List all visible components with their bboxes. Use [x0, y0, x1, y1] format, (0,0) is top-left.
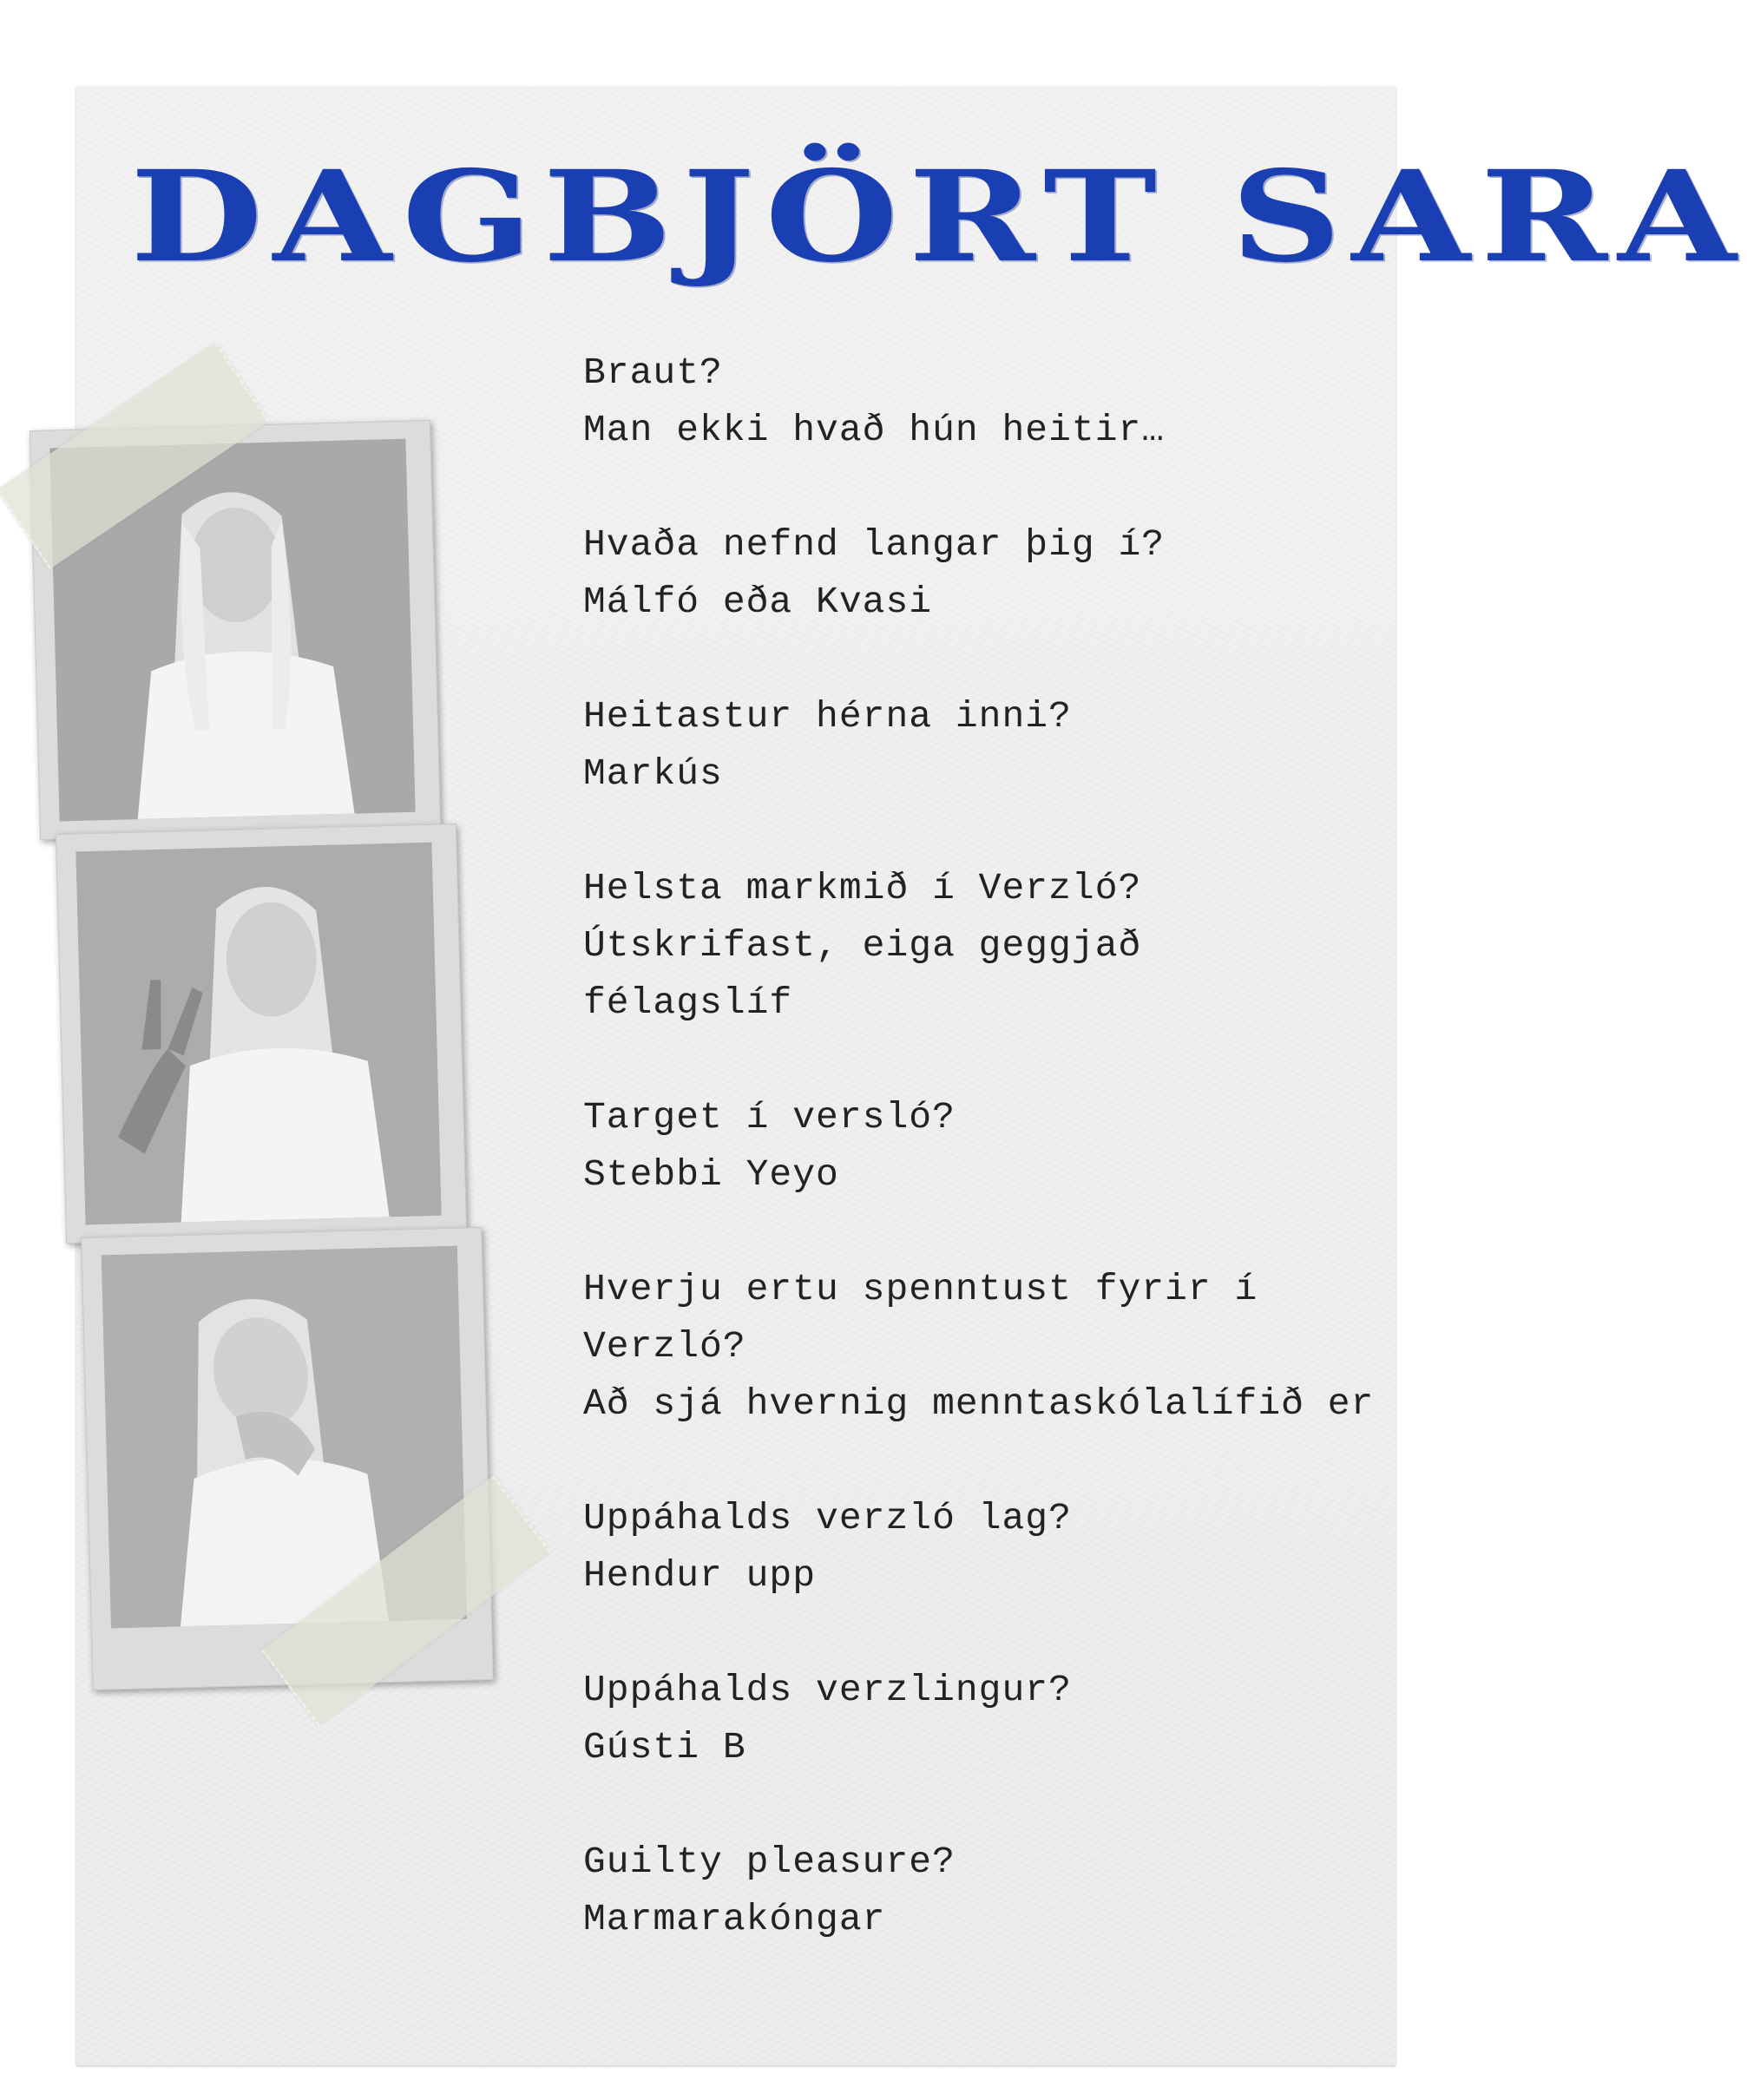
- photo-frame: [56, 824, 467, 1244]
- qa-item: [583, 1490, 1382, 1605]
- qa-item: [583, 1089, 1382, 1204]
- qa-item: [583, 1662, 1382, 1776]
- question: Uppáhalds verzlingur?: [583, 1669, 1072, 1711]
- qa-item: [583, 345, 1382, 459]
- answer: Gústi B: [583, 1726, 746, 1769]
- answer: Hendur upp: [583, 1554, 817, 1597]
- question: Helsta markmið í Verzló?: [583, 867, 1142, 909]
- answer: Marmarakóngar: [583, 1898, 886, 1940]
- page-title: DAGBJÖRT SARA: [130, 142, 1747, 291]
- question: Target í versló?: [583, 1096, 956, 1139]
- question: Braut?: [583, 351, 723, 394]
- question: Guilty pleasure?: [583, 1841, 956, 1883]
- qa-list: [583, 345, 1382, 2005]
- portrait-peace-sign-icon: [76, 843, 441, 1225]
- answer: Markús: [583, 752, 723, 795]
- answer: Málfó eða Kvasi: [583, 581, 933, 623]
- answer: Útskrifast, eiga geggjað félagslíf: [583, 924, 1142, 1024]
- question: Hverju ertu spenntust fyrir í Verzló?: [583, 1268, 1258, 1368]
- answer: Stebbi Yeyo: [583, 1153, 839, 1196]
- answer: Að sjá hvernig menntaskólalífið er: [583, 1382, 1375, 1425]
- qa-item: [583, 1261, 1382, 1433]
- qa-item: [583, 1834, 1382, 1948]
- qa-item: [583, 860, 1382, 1032]
- question: Heitastur hérna inni?: [583, 695, 1072, 738]
- qa-item: [583, 516, 1382, 631]
- answer: Man ekki hvað hún heitir…: [583, 409, 1166, 451]
- question: Uppáhalds verzló lag?: [583, 1497, 1072, 1539]
- qa-item: [583, 688, 1382, 803]
- question: Hvaða nefnd langar þig í?: [583, 523, 1166, 566]
- portrait-peace-sign-photo: [76, 843, 441, 1225]
